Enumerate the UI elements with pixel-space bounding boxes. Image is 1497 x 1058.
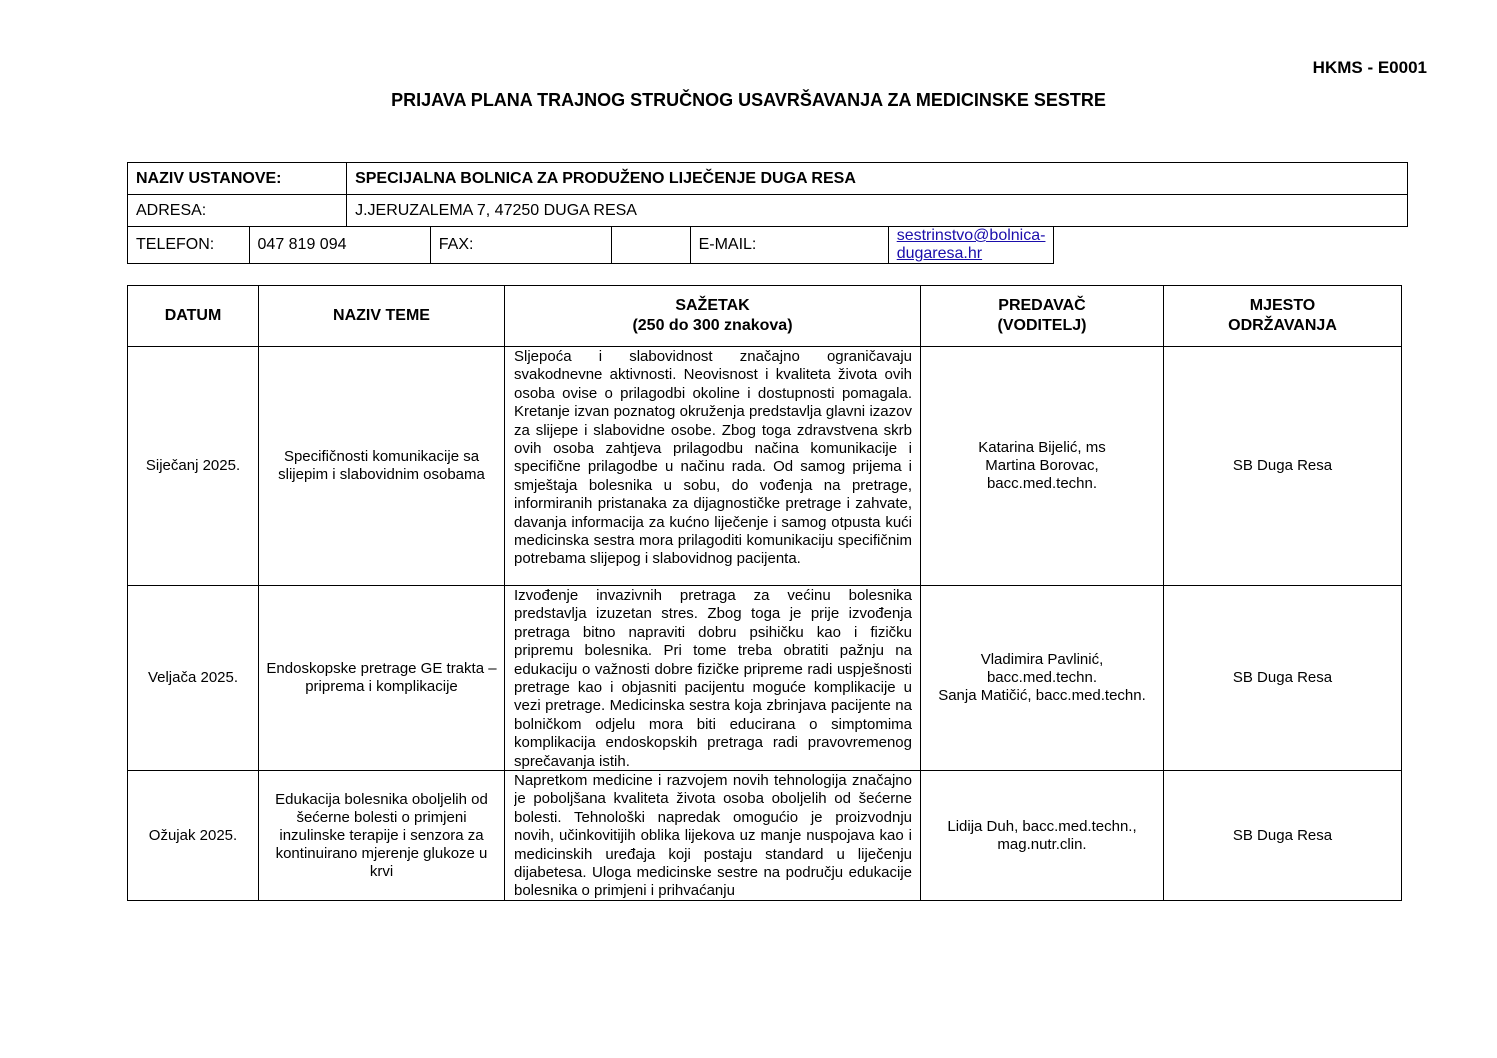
row-datum: Ožujak 2025. (128, 771, 259, 901)
predavac-line: Sanja Matičić, bacc.med.techn. (938, 687, 1146, 704)
page-title: PRIJAVA PLANA TRAJNOG STRUČNOG USAVRŠAVANJA ZA MEDICINSKE SESTRE (391, 90, 1106, 110)
row-predavac (921, 771, 1164, 901)
table-row (128, 771, 1402, 901)
header-mjesto (1164, 286, 1402, 347)
header-sazetak-sub: (250 do 300 znakova) (632, 317, 793, 334)
institution-name-label: NAZIV USTANOVE: (128, 163, 347, 195)
header-datum: DATUM (128, 286, 259, 347)
row-datum: Siječanj 2025. (128, 347, 259, 586)
row-mjesto: SB Duga Resa (1164, 347, 1402, 586)
header-sazetak (505, 286, 921, 347)
institution-name-value: SPECIJALNA BOLNICA ZA PRODUŽENO LIJEČENJE DUGA RESA (347, 163, 1408, 195)
row-mjesto: SB Duga Resa (1164, 586, 1402, 771)
fax-value (612, 227, 690, 264)
header-sazetak-title: SAŽETAK (675, 297, 750, 314)
row-tema: Specifičnosti komunikacije sa slijepim i slabovidnim osobama (259, 347, 505, 586)
header-naziv-teme: NAZIV TEME (259, 286, 505, 347)
header-mjesto-line2: ODRŽAVANJA (1228, 317, 1337, 334)
predavac-line: Lidija Duh, bacc.med.techn., (947, 817, 1137, 835)
header-mjesto-line1: MJESTO (1249, 297, 1316, 314)
contact-row (128, 227, 1408, 264)
predavac-line: bacc.med.techn. (986, 669, 1098, 686)
row-datum: Veljača 2025. (128, 586, 259, 771)
row-sazetak (505, 771, 921, 901)
institution-name-row (128, 163, 1408, 195)
row-sazetak-text: Izvođenje invazivnih pretraga za većinu bolesnika predstavlja izuzetan stres. Zbog toga je prije izvođenja pretraga bitno napraviti dobru psihičku kao i fizičku pripremu bolesnika. Pri tome treba obratiti pažnju na edukaciju o važnosti dobre fizičke pripreme radi uspješnosti pretrage kao i objasniti pacijentu moguće komplikacije u vezi pretrage. Medicinska sestra koja zbrinjava pacijente na bolničkom odjelu mora biti educirana o simptomima komplikacija endoskopskih pretraga radi pravovremenog sprečavanja istih. (514, 587, 912, 769)
predavac-line: Katarina Bijelić, ms (978, 439, 1106, 456)
table-row (128, 586, 1402, 771)
predavac-line: Vladimira Pavlinić, (980, 651, 1104, 668)
row-predavac (921, 586, 1164, 771)
phone-label: TELEFON: (128, 227, 250, 264)
row-sazetak (505, 347, 921, 586)
header-predavac-sub: (VODITELJ) (997, 317, 1087, 334)
address-row (128, 195, 1408, 227)
row-mjesto: SB Duga Resa (1164, 771, 1402, 901)
form-code: HKMS - E0001 (1312, 58, 1427, 77)
predavac-line: bacc.med.techn. (986, 475, 1098, 492)
table-row (128, 347, 1402, 586)
plan-header-row (128, 286, 1402, 347)
predavac-line: Martina Borovac, (985, 457, 1099, 474)
plan-table (127, 285, 1402, 901)
row-sazetak-text: Sljepoća i slabovidnost značajno ograničavaju svakodnevne aktivnosti. Neovisnost i kvaliteta života ovih osoba ovise o prilagodbi okoline i dostupnosti pomagala. Kretanje izvan poznatog okruženja predstavlja glavni izazov za slijepe i slabovidne osobe. Zbog toga zdravstvena skrb ovih osoba zahtjeva prilagodbu načina komunikacije i specifične prilagodbe u načinu rada. Od samog prijema i smještaja bolesnika u sobu, do vođenja na pretrage, informiranih pristanaka za dijagnostičke pretrage i zahvate, davanja informacija za kućno liječenje i samog otpusta kući medicinska sestra mora prilagoditi komunikaciju specifičnim potrebama slijepog i slabovidnog pacijenta. (514, 348, 912, 568)
email-cell (888, 227, 1054, 264)
row-sazetak-text: Napretkom medicine i razvojem novih tehnologija značajno je poboljšana kvaliteta života osoba oboljelih od šećerne bolesti. Tehnološki napredak omogućio je proizvodnju novih, učinkovitijih oblika lijekova uz manje nuspojava kao i medicinskih uređaja koji postaju standard u liječenju dijabetesa. Uloga medicinske sestre na području edukacije bolesnika o primjeni i prihvaćanju (514, 772, 912, 900)
row-sazetak (505, 586, 921, 771)
email-link[interactable]: sestrinstvo@bolnica-dugaresa.hr (896, 227, 1046, 262)
row-tema: Endoskopske pretrage GE trakta – priprema i komplikacije (259, 586, 505, 771)
fax-label: FAX: (430, 227, 612, 264)
address-label: ADRESA: (128, 195, 347, 227)
header-predavac (921, 286, 1164, 347)
phone-value: 047 819 094 (249, 227, 430, 264)
email-label: E-MAIL: (690, 227, 888, 264)
row-tema: Edukacija bolesnika oboljelih od šećerne bolesti o primjeni inzulinske terapije i senzora za kontinuirano mjerenje glukoze u krvi (259, 771, 505, 901)
address-value: J.JERUZALEMA 7, 47250 DUGA RESA (347, 195, 1408, 227)
row-predavac (921, 347, 1164, 586)
predavac-line: mag.nutr.clin. (997, 835, 1087, 853)
institution-info-table (127, 162, 1408, 264)
header-predavac-title: PREDAVAČ (998, 297, 1086, 314)
